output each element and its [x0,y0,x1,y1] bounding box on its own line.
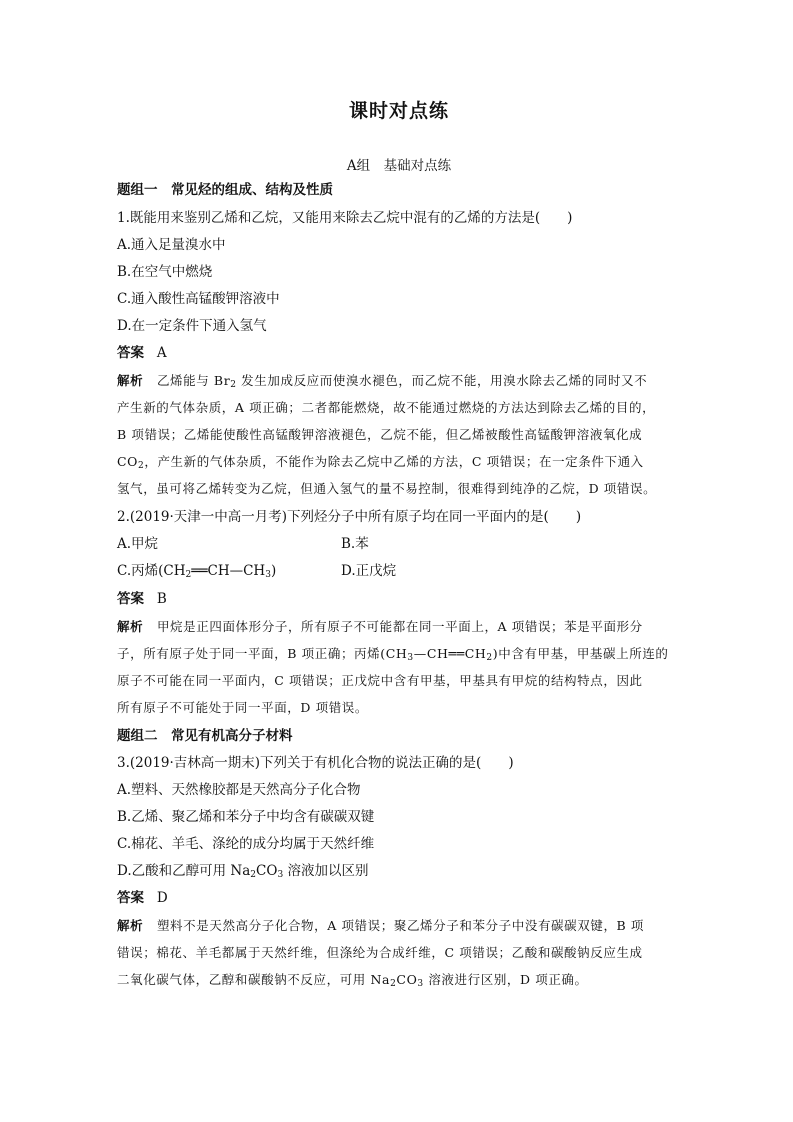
option-text: ) [270,563,277,579]
subscript: 3 [417,979,424,989]
explanation-label: 解析 [117,619,144,634]
subscript: 2 [138,461,145,471]
question-3-stem: 3.(2019·吉林高一期末)下列关于有机化合物的说法正确的是( ) [117,755,514,771]
question-1-explanation-line [117,371,647,395]
explanation-text: 乙烯能与 Br [156,373,231,388]
question-1-explanation-line [117,452,644,476]
explanation-text: 二氧化碳气体，乙醇和碳酸钠不反应，可用 Na [117,972,391,987]
subscript: 2 [250,870,257,880]
explanation-label: 解析 [117,918,144,933]
question-3-option-c: C.棉花、羊毛、涤纶的成分均属于天然纤维 [117,836,375,852]
question-3-option-d [117,861,368,885]
explanation-text: )中含有甲基，甲基碳上所连的 [492,646,669,661]
explanation-text: 发生加成反应而使溴水褪色，而乙烷不能，用溴水除去乙烯的同时又不 [236,373,648,388]
subscript: 3 [407,653,414,663]
explanation-text: 溶液进行区别，D 项正确。 [423,972,588,987]
answer-value: A [156,345,167,361]
group-heading: A组 基础对点练 [346,158,452,174]
question-3-explanation-line [117,970,588,994]
subscript: 2 [230,380,237,390]
explanation-text: CO [117,454,139,469]
subscript: 2 [390,979,397,989]
explanation-text: CO [396,972,418,987]
question-3-explanation-line: 错误；棉花、羊毛都属于天然纤维，但涤纶为合成纤维，C 项错误；乙酸和碳酸钠反应生成 [117,945,643,960]
explanation-text: —CH══CH [413,646,487,661]
answer-label: 答案 [117,591,144,607]
question-1-explanation-line: B 项错误；乙烯能使酸性高锰酸钾溶液褪色，乙烷不能，但乙烯被酸性高锰酸钾溶液氧化成 [117,427,643,442]
page-title: 课时对点练 [348,100,449,122]
question-1-option-d: D.在一定条件下通入氢气 [117,318,267,334]
answer-label: 答案 [117,345,144,361]
question-3-answer [117,888,168,908]
question-1-option-c: C.通入酸性高锰酸钾溶液中 [117,291,280,307]
topic-heading-1: 题组一 常见烃的组成、结构及性质 [117,182,333,198]
subscript: 3 [265,570,271,580]
question-1-stem: 1.既能用来鉴别乙烯和乙烷，又能用来除去乙烷中混有的乙烯的方法是( ) [117,210,573,226]
question-2-option-a: A.甲烷 [117,536,159,552]
question-3-option-a: A.塑料、天然橡胶都是天然高分子化合物 [117,782,361,798]
question-2-explanation-line: 原子不可能在同一平面内，C 项错误；正戊烷中含有甲基，甲基具有甲烷的结构特点，因此 [117,673,643,688]
question-1-answer [117,343,167,363]
answer-value: B [156,591,167,607]
question-2-answer [117,589,167,609]
question-2-explanation-line: 所有原子不可能处于同一平面，D 项错误。 [117,700,368,715]
subscript: 3 [277,870,284,880]
topic-heading-2: 题组二 常见有机高分子材料 [117,728,293,744]
question-3-option-b: B.乙烯、聚乙烯和苯分子中均含有碳碳双键 [117,809,375,825]
explanation-text: 子，所有原子处于同一平面，B 项正确；丙烯(CH [117,646,408,661]
option-text: D.乙酸和乙醇可用 Na [117,863,251,879]
explanation-text: 塑料不是天然高分子化合物，A 项错误；聚乙烯分子和苯分子中没有碳碳双键，B 项 [156,918,644,933]
question-2-options-row-1 [117,534,617,554]
answer-value: D [156,890,168,906]
option-text: CO [256,863,278,879]
answer-label: 答案 [117,890,144,906]
question-2-stem: 2.(2019·天津一中高一月考)下列烃分子中所有原子均在同一平面内的是( ) [117,509,582,525]
question-2-explanation-line [117,617,643,637]
explanation-text: ，产生新的气体杂质，不能作为除去乙烷中乙烯的方法，C 项错误；在一定条件下通入 [144,454,644,469]
question-2-options-row-2 [117,561,617,585]
question-1-explanation-line: 氢气，虽可将乙烯转变为乙烷，但通入氢气的量不易控制，很难得到纯净的乙烷，D 项错误。 [117,481,657,496]
option-text: 溶液加以区别 [283,863,369,879]
question-2-explanation-line [117,644,669,668]
question-2-option-d: D.正戊烷 [341,563,397,579]
option-text: ══CH—CH [191,563,266,579]
question-1-option-a: A.通入足量溴水中 [117,237,226,253]
explanation-label: 解析 [117,373,144,388]
subscript: 2 [185,570,192,580]
explanation-text: 甲烷是正四面体形分子，所有原子不可能都在同一平面上，A 项错误；苯是平面形分 [156,619,643,634]
question-2-option-c [117,563,276,579]
question-1-option-b: B.在空气中燃烧 [117,264,213,280]
question-3-explanation-line [117,916,644,936]
question-2-option-b: B.苯 [341,536,369,552]
option-text: C.丙烯(CH [117,563,186,579]
subscript: 2 [486,653,493,663]
question-1-explanation-line: 产生新的气体杂质，A 项正确；二者都能燃烧，故不能通过燃烧的方法达到除去乙烯的目的， [117,400,656,415]
